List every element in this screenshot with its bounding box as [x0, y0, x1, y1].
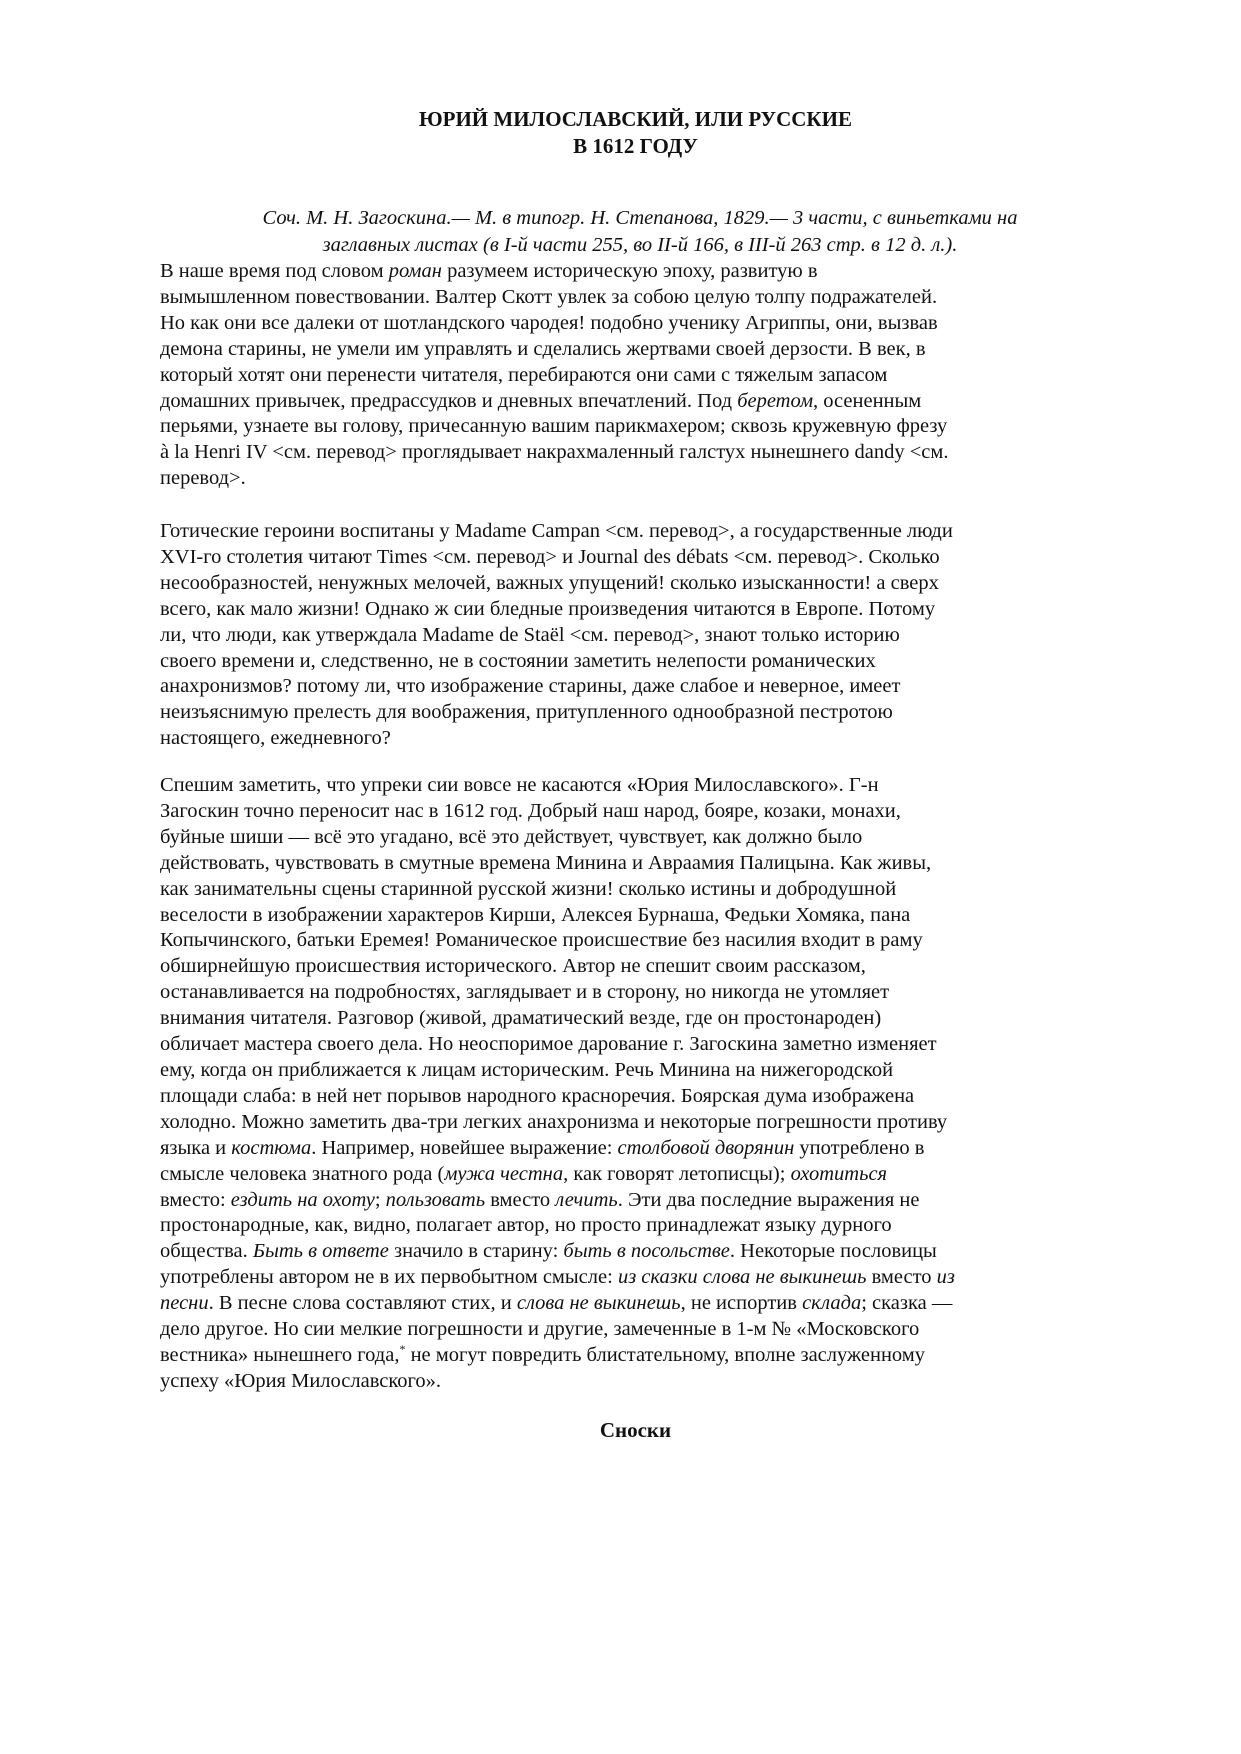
- text-line: [160, 1032, 1160, 1058]
- text-segment: Загоскин точно переносит нас в 1612 год. Добрый наш народ, бояре, козаки, монахи,: [160, 799, 901, 822]
- text-segment: употреблено в: [794, 1136, 925, 1159]
- text-segment: вместо: [485, 1188, 556, 1211]
- text-line: [160, 1084, 1160, 1110]
- text-line: [160, 259, 1160, 285]
- text-segment: несообразностей, ненужных мелочей, важных упущений! сколько изысканности! а сверх: [160, 571, 939, 594]
- text-segment: , не испортив: [680, 1292, 803, 1315]
- italic-text: из: [936, 1266, 955, 1289]
- text-segment: своего времени и, следственно, не в состоянии заметить нелепости романических: [160, 649, 876, 672]
- text-segment: ли, что люди, как утверждала Madame de Staël <см. перевод>, знают только историю: [160, 623, 900, 646]
- text-segment: В наше время под словом: [160, 260, 389, 282]
- text-segment: языка и: [160, 1136, 232, 1159]
- text-segment: внимания читателя. Разговор (живой, драматический везде, где он простонароден): [160, 1007, 882, 1030]
- italic-text: костюма: [231, 1136, 312, 1159]
- text-segment: демона старины, не умели им управлять и сделались жертвами своей дерзости. В век, в: [160, 337, 926, 360]
- paragraph-3: [160, 773, 1160, 1395]
- text-line: [160, 773, 1160, 799]
- paragraph-1: [160, 259, 1160, 492]
- italic-text: из сказки слова не выкинешь: [617, 1266, 867, 1289]
- text-line: [160, 337, 1160, 363]
- text-line: [160, 903, 1160, 929]
- text-segment: вместо: [866, 1266, 937, 1289]
- text-line: [160, 1058, 1160, 1084]
- text-segment: Спешим заметить, что упреки сии вовсе не касаются «Юрия Милославского». Г-н: [160, 774, 879, 796]
- text-segment: ;: [374, 1188, 386, 1211]
- text-segment: . В песне слова составляют стих, и: [208, 1292, 517, 1315]
- text-segment: ему, когда он приближается к лицам историческим. Речь Минина на нижегородской: [160, 1058, 894, 1081]
- text-line: [160, 1110, 1160, 1136]
- text-line: [160, 1291, 1160, 1317]
- text-segment: неизъяснимую прелесть для воображения, притупленного однообразной пестротою: [160, 701, 893, 724]
- text-segment: вымышленном повествовании. Валтер Скотт увлек за собою целую толпу подражателей.: [160, 285, 938, 308]
- text-segment: значило в старину:: [388, 1240, 564, 1263]
- text-line: [160, 545, 1160, 571]
- text-line: [160, 597, 1160, 623]
- text-line: [160, 389, 1160, 415]
- text-segment: перьями, узнаете вы голову, причесанную вашим парикмахером; сквозь кружевную фрезу: [160, 415, 948, 438]
- footnote-marker[interactable]: *: [399, 1342, 406, 1357]
- text-segment: разумеем историческую эпоху, развитую в: [441, 260, 818, 282]
- text-line: [160, 1265, 1160, 1291]
- text-segment: общества.: [160, 1240, 253, 1263]
- paragraph-2: [160, 519, 1160, 752]
- text-line: [160, 285, 1160, 311]
- text-line: [160, 1369, 1160, 1395]
- text-line: [160, 1006, 1160, 1032]
- text-line: [160, 726, 1160, 752]
- text-segment: ; сказка —: [861, 1292, 953, 1315]
- text-segment: обширнейшую происшествия исторического. Автор не спешит своим рассказом,: [160, 955, 866, 978]
- text-line: [160, 980, 1160, 1006]
- text-line: [160, 674, 1160, 700]
- subtitle-line: заглавных листах (в I-й части 255, во II-й 166, в III-й 263 стр. в 12 д. л.).: [322, 234, 958, 256]
- text-line: [160, 519, 1160, 545]
- text-segment: обличает мастера своего дела. Но неоспоримое дарование г. Загоскина заметно изменяет: [160, 1033, 937, 1056]
- italic-text: лечить: [555, 1188, 618, 1211]
- text-line: [160, 825, 1160, 851]
- text-line: [160, 1317, 1160, 1343]
- text-segment: буйные шиши — всё это угадано, всё это действует, чувствует, как должно было: [160, 825, 863, 848]
- italic-text: Быть в ответе: [252, 1240, 389, 1263]
- italic-text: роман: [388, 260, 442, 282]
- text-segment: настоящего, ежедневного?: [160, 727, 391, 750]
- document-title: [0, 106, 1241, 160]
- text-segment: à la Henri IV <см. перевод> проглядывает накрахмаленный галстух нынешнего dandy <см.: [160, 441, 949, 464]
- title-line: В 1612 ГОДУ: [573, 134, 698, 158]
- title-line: ЮРИЙ МИЛОСЛАВСКИЙ, ИЛИ РУССКИЕ: [419, 107, 852, 131]
- text-segment: дело другое. Но сии мелкие погрешности и другие, замеченные в 1-м № «Московского: [160, 1318, 920, 1341]
- text-segment: веселости в изображении характеров Кирши, Алексея Бурнаша, Федьки Хомяка, пана: [160, 903, 911, 926]
- text-segment: успеху «Юрия Милославского».: [160, 1369, 442, 1392]
- text-segment: вместо:: [160, 1188, 231, 1211]
- text-line: [160, 1162, 1160, 1188]
- text-segment: Готические героини воспитаны у Madame Campan <см. перевод>, а государственные люди: [160, 520, 953, 542]
- text-line: [160, 877, 1160, 903]
- text-line: [160, 1213, 1160, 1239]
- text-segment: . Некоторые пословицы: [729, 1240, 937, 1263]
- text-line: [160, 440, 1160, 466]
- text-line: [160, 700, 1160, 726]
- text-line: [160, 466, 1160, 492]
- text-segment: . Например, новейшее выражение:: [311, 1136, 618, 1159]
- text-segment: который хотят они перенести читателя, перебираются они сами с тяжелым запасом: [160, 363, 888, 386]
- text-segment: смысле человека знатного рода (: [160, 1162, 445, 1185]
- text-segment: домашних привычек, предрассудков и дневных впечатлений. Под: [160, 389, 738, 412]
- text-line: [160, 623, 1160, 649]
- footnotes-heading: Сноски: [599, 1418, 672, 1442]
- text-line: [160, 851, 1160, 877]
- text-line: [160, 1343, 1160, 1369]
- text-segment: не могут повредить блистательному, вполне заслуженному: [405, 1343, 926, 1366]
- subtitle-line: Соч. М. Н. Загоскина.— М. в типогр. Н. Степанова, 1829.— 3 части, с виньетками на: [262, 207, 1018, 229]
- text-line: [160, 799, 1160, 825]
- document-subtitle: [160, 205, 1120, 259]
- text-line: [160, 1239, 1160, 1265]
- italic-text: охотиться: [790, 1162, 888, 1185]
- italic-text: слова не выкинешь: [516, 1292, 681, 1315]
- text-segment: площади слаба: в ней нет порывов народного красноречия. Боярская дума изображена: [160, 1084, 915, 1107]
- italic-text: столбовой дворянин: [617, 1136, 795, 1159]
- text-segment: , как говорят летописцы);: [563, 1162, 791, 1185]
- text-segment: действовать, чувствовать в смутные времена Минина и Авраамия Палицына. Как живы,: [160, 851, 932, 874]
- italic-text: склада: [802, 1292, 862, 1315]
- text-line: [160, 311, 1160, 337]
- text-line: [160, 571, 1160, 597]
- text-segment: перевод>.: [160, 467, 246, 490]
- italic-text: беретом: [737, 389, 814, 412]
- text-segment: холодно. Можно заметить два-три легких анахронизма и некоторые погрешности противу: [160, 1110, 948, 1133]
- text-line: [160, 1188, 1160, 1214]
- italic-text: песни: [160, 1292, 209, 1315]
- text-segment: как занимательны сцены старинной русской жизни! сколько истины и добродушной: [160, 877, 897, 900]
- text-segment: останавливается на подробностях, заглядывает и в сторону, но никогда не утомляет: [160, 981, 890, 1004]
- text-segment: Копычинского, батьки Еремея! Романическое происшествие без насилия входит в раму: [160, 929, 923, 952]
- text-segment: простонародные, как, видно, полагает автор, но просто принадлежат языку дурного: [160, 1214, 892, 1237]
- italic-text: быть в посольстве: [563, 1240, 730, 1263]
- text-segment: всего, как мало жизни! Однако ж сии бледные произведения читаются в Европе. Потому: [160, 597, 936, 620]
- text-line: [160, 363, 1160, 389]
- text-segment: , осененным: [813, 389, 922, 412]
- text-segment: . Эти два последние выражения не: [617, 1188, 920, 1211]
- text-segment: вестника» нынешнего года,: [160, 1343, 400, 1366]
- italic-text: пользовать: [385, 1188, 486, 1211]
- text-line: [160, 928, 1160, 954]
- text-segment: Но как они все далеки от шотландского чародея! подобно ученику Агриппы, они, вызвав: [160, 311, 938, 334]
- text-line: [160, 414, 1160, 440]
- italic-text: ездить на охоту: [230, 1188, 375, 1211]
- italic-text: мужа честна: [444, 1162, 564, 1185]
- text-line: [160, 954, 1160, 980]
- text-segment: употреблены автором не в их первобытном смысле:: [160, 1266, 618, 1289]
- text-segment: XVI-го столетия читают Times <см. перевод> и Journal des débats <см. перевод>. Сколько: [160, 545, 940, 568]
- text-segment: анахронизмов? потому ли, что изображение старины, даже слабое и неверное, имеет: [160, 675, 901, 698]
- text-line: [160, 649, 1160, 675]
- text-line: [160, 1136, 1160, 1162]
